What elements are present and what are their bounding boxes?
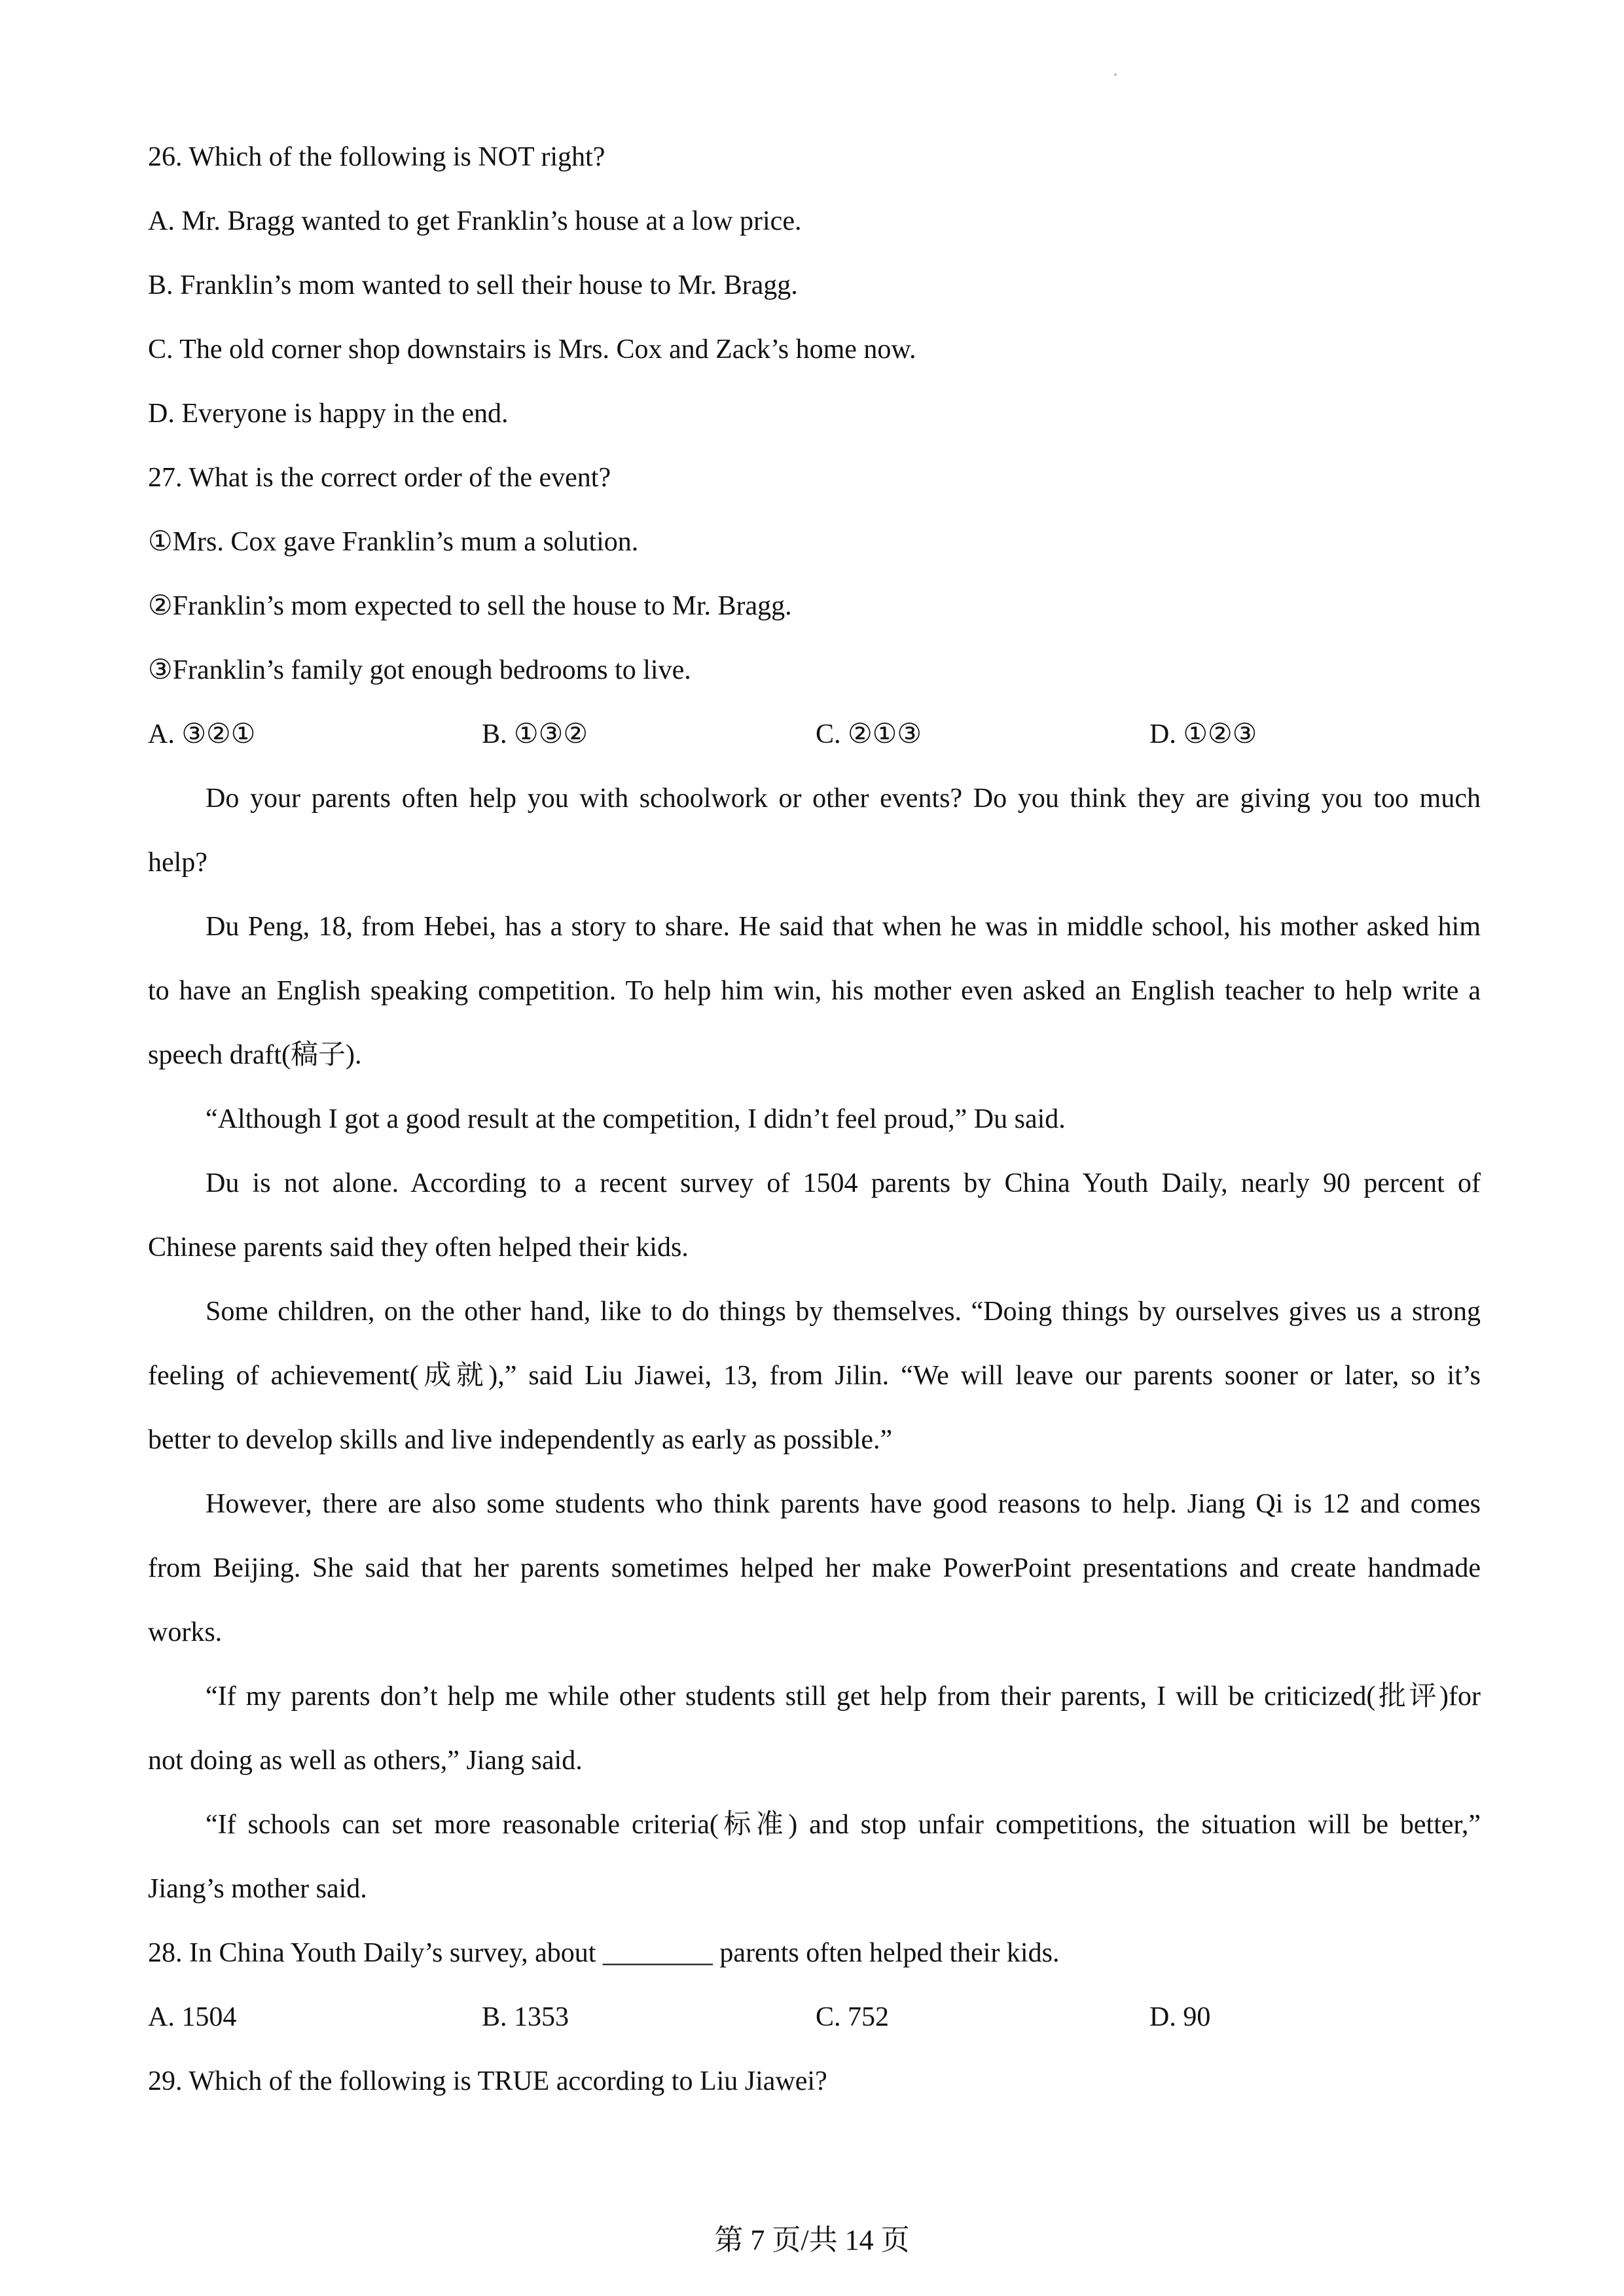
passage-p6-line3: works. xyxy=(148,1617,223,1647)
page-number: 第 7 页/共 14 页 xyxy=(714,2224,910,2256)
q26-option-a: A. Mr. Bragg wanted to get Franklin’s house at a low price. xyxy=(148,206,802,236)
passage-p3-line1: “Although I got a good result at the competition, I didn’t feel proud,” Du said. xyxy=(206,1104,1066,1134)
passage-p5-line2: feeling of achievement(成就),” said Liu Jiawei, 13, from Jilin. “We will leave our parents sooner or later, so it’s xyxy=(148,1361,1481,1391)
q27-option-d: D. ①②③ xyxy=(1149,719,1257,749)
q28-option-b: B. 1353 xyxy=(482,2002,569,2032)
q27-option-b: B. ①③② xyxy=(482,719,588,749)
passage-p4-line2: Chinese parents said they often helped their kids. xyxy=(148,1232,689,1263)
passage-p2-line2: to have an English speaking competition. To help him win, his mother even asked an English teacher to help write a xyxy=(148,976,1481,1006)
passage-p6-line2: from Beijing. She said that her parents sometimes helped her make PowerPoint presentations and create handmade xyxy=(148,1553,1481,1583)
q26-option-c: C. The old corner shop downstairs is Mrs. Cox and Zack’s home now. xyxy=(148,334,916,365)
q27-stem: 27. What is the correct order of the event? xyxy=(148,463,611,493)
q28-stem: 28. In China Youth Daily’s survey, about ________ parents often helped their kids. xyxy=(148,1938,1060,1968)
passage-p7-line1: “If my parents don’t help me while other students still get help from their parents, I will be criticized(批评)for xyxy=(206,1681,1481,1712)
q26-option-d: D. Everyone is happy in the end. xyxy=(148,399,509,429)
passage-p8-line1: “If schools can set more reasonable criteria(标准) and stop unfair competitions, the situation will be better,” xyxy=(206,1810,1481,1840)
q27-event-1: ①Mrs. Cox gave Franklin’s mum a solution. xyxy=(148,527,639,557)
q29-stem: 29. Which of the following is TRUE according to Liu Jiawei? xyxy=(148,2066,827,2096)
passage-p2-line1: Du Peng, 18, from Hebei, has a story to share. He said that when he was in middle school, his mother asked him xyxy=(206,912,1481,942)
passage-p1-line2: help? xyxy=(148,848,208,878)
q27-option-c: C. ②①③ xyxy=(816,719,922,749)
passage-p2-line3: speech draft(稿子). xyxy=(148,1040,362,1070)
passage-p5-line1: Some children, on the other hand, like to do things by themselves. “Doing things by ourselves gives us a strong xyxy=(206,1297,1481,1327)
scan-speck xyxy=(1114,73,1117,76)
q28-option-a: A. 1504 xyxy=(148,2002,237,2032)
passage-p6-line1: However, there are also some students who think parents have good reasons to help. Jiang Qi is 12 and comes xyxy=(206,1489,1481,1519)
q26-option-b: B. Franklin’s mom wanted to sell their house to Mr. Bragg. xyxy=(148,270,798,300)
passage-p7-line2: not doing as well as others,” Jiang said. xyxy=(148,1746,583,1776)
q27-option-a: A. ③②① xyxy=(148,719,256,749)
passage-p1-line1: Do your parents often help you with schoolwork or other events? Do you think they are giving you too much xyxy=(206,783,1481,814)
q28-option-d: D. 90 xyxy=(1149,2002,1211,2032)
q26-stem: 26. Which of the following is NOT right? xyxy=(148,142,605,172)
q28-option-c: C. 752 xyxy=(816,2002,890,2032)
passage-p4-line1: Du is not alone. According to a recent survey of 1504 parents by China Youth Daily, nearly 90 percent of xyxy=(206,1168,1481,1198)
passage-p8-line2: Jiang’s mother said. xyxy=(148,1874,367,1904)
q27-event-3: ③Franklin’s family got enough bedrooms to live. xyxy=(148,655,691,685)
q27-event-2: ②Franklin’s mom expected to sell the house to Mr. Bragg. xyxy=(148,591,792,621)
passage-p5-line3: better to develop skills and live independently as early as possible.” xyxy=(148,1425,893,1455)
